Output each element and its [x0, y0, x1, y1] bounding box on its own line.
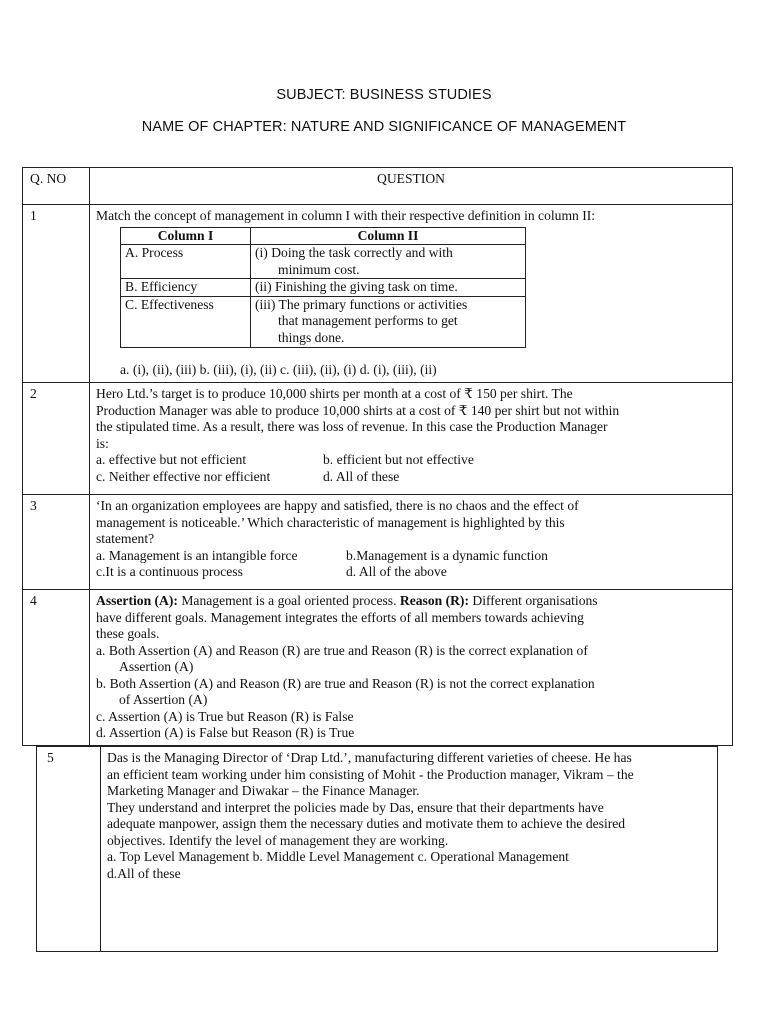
option-line: [96, 469, 726, 486]
question-table-q5: [36, 746, 718, 952]
match-row: [121, 296, 526, 347]
question-body: [90, 205, 733, 383]
option-b-cont: of Assertion (A): [119, 692, 208, 707]
match-row: [121, 245, 526, 279]
chapter-heading: NAME OF CHAPTER: NATURE AND SIGNIFICANCE OF MANAGEMENT: [141, 119, 627, 135]
match-table-header: [121, 227, 526, 245]
option-d: d.All of these: [107, 865, 181, 881]
reason-label: Reason (R):: [399, 593, 469, 608]
match-right: [251, 296, 526, 347]
question-line: is:: [96, 435, 109, 451]
option-b: b. Both Assertion (A) and Reason (R) are true and Reason (R) is not the correct explanation: [96, 675, 595, 691]
reason-text: Different organisations: [468, 593, 598, 608]
column-1-header: Column I: [121, 227, 251, 245]
question-line: management is noticeable.’ Which characteristic of management is highlighted by this: [96, 514, 565, 530]
option-line: [96, 564, 726, 581]
question-line: have different goals. Management integrates the efforts of all members towards achieving: [96, 609, 584, 625]
option-d: d. All of these: [323, 468, 400, 484]
question-number: 5: [37, 747, 101, 952]
question-row-2: [23, 383, 733, 495]
match-right-line: (i) Doing the task correctly and with: [255, 245, 453, 260]
option-d: d. All of the above: [346, 564, 447, 579]
question-line: statement?: [96, 531, 155, 546]
subject-heading: SUBJECT: BUSINESS STUDIES: [276, 87, 492, 103]
assertion-text: Management is a goal oriented process.: [177, 593, 400, 608]
option-line: [96, 548, 726, 565]
question-row-3: [23, 495, 733, 590]
question-header: QUESTION: [90, 168, 733, 205]
match-right-line: (ii) Finishing the giving task on time.: [255, 279, 458, 294]
options: a. (i), (ii), (iii) b. (iii), (i), (ii) c. (iii), (ii), (i) d. (i), (iii), (ii): [120, 361, 437, 377]
match-left: A. Process: [121, 245, 251, 279]
match-right: [251, 245, 526, 279]
question-line: Hero Ltd.’s target is to produce 10,000 shirts per month at a cost of ₹ 150 per shirt. The: [96, 386, 573, 401]
question-line: Das is the Managing Director of ‘Drap Ltd.’, manufacturing different varieties of cheese. He has: [107, 750, 632, 765]
question-body: [101, 747, 718, 952]
question-line: an efficient team working under him consisting of Mohit - the Production manager, Vikram – the: [107, 766, 634, 782]
question-number: 4: [23, 590, 90, 746]
question-body: [90, 495, 733, 590]
question-row-4: [23, 590, 733, 746]
match-left: C. Effectiveness: [121, 296, 251, 347]
option-a: a. Both Assertion (A) and Reason (R) are true and Reason (R) is the correct explanation of: [96, 642, 588, 658]
match-right-line: (iii) The primary functions or activities: [255, 296, 468, 312]
option-b: b.Management is a dynamic function: [346, 547, 548, 563]
question-line: these goals.: [96, 626, 160, 641]
question-row-1: [23, 205, 733, 383]
match-right-line: minimum cost.: [278, 261, 360, 277]
question-number: 2: [23, 383, 90, 495]
qno-header: Q. NO: [23, 168, 90, 205]
question-line: [96, 593, 726, 610]
question-stem: Match the concept of management in column I with their respective definition in column II:: [96, 208, 596, 223]
option-c: c.It is a continuous process: [96, 564, 243, 579]
question-line: ‘In an organization employees are happy and satisfied, there is no chaos and the effect of: [96, 498, 579, 513]
option-a: a. effective but not efficient: [96, 452, 247, 467]
option-d: d. Assertion (A) is False but Reason (R) is True: [96, 725, 355, 740]
match-left: B. Efficiency: [121, 279, 251, 297]
option-c: c. Neither effective nor efficient: [96, 468, 271, 484]
match-row: [121, 279, 526, 297]
match-table: [120, 227, 526, 348]
option-c: c. Assertion (A) is True but Reason (R) is False: [96, 708, 354, 724]
match-right-line: that management performs to get: [278, 313, 458, 328]
question-row-5: [37, 747, 718, 952]
option-line: [96, 452, 726, 469]
question-line: They understand and interpret the policies made by Das, ensure that their departments have: [107, 799, 604, 815]
option-line: a. Top Level Management b. Middle Level Management c. Operational Management: [107, 849, 569, 864]
question-body: [90, 590, 733, 746]
match-right-line: things done.: [278, 329, 345, 345]
question-line: adequate manpower, assign them the necessary duties and motivate them to achieve the desired: [107, 816, 626, 831]
question-line: Marketing Manager and Diwakar – the Finance Manager.: [107, 783, 420, 798]
question-body: [90, 383, 733, 495]
question-line: the stipulated time. As a result, there was loss of revenue. In this case the Production Manager: [96, 419, 608, 434]
option-a: a. Management is an intangible force: [96, 547, 298, 563]
match-right: [251, 279, 526, 297]
question-number: 3: [23, 495, 90, 590]
question-line: objectives. Identify the level of management they are working.: [107, 832, 449, 848]
assertion-label: Assertion (A):: [96, 593, 178, 608]
question-table: [22, 167, 733, 746]
question-line: Production Manager was able to produce 10,000 shirts at a cost of ₹ 140 per shirt but not within: [96, 402, 620, 418]
option-b: b. efficient but not effective: [323, 452, 474, 467]
question-number: 1: [23, 205, 90, 383]
column-2-header: Column II: [251, 227, 526, 245]
option-a-cont: Assertion (A): [119, 659, 194, 674]
table-header-row: [23, 168, 733, 205]
